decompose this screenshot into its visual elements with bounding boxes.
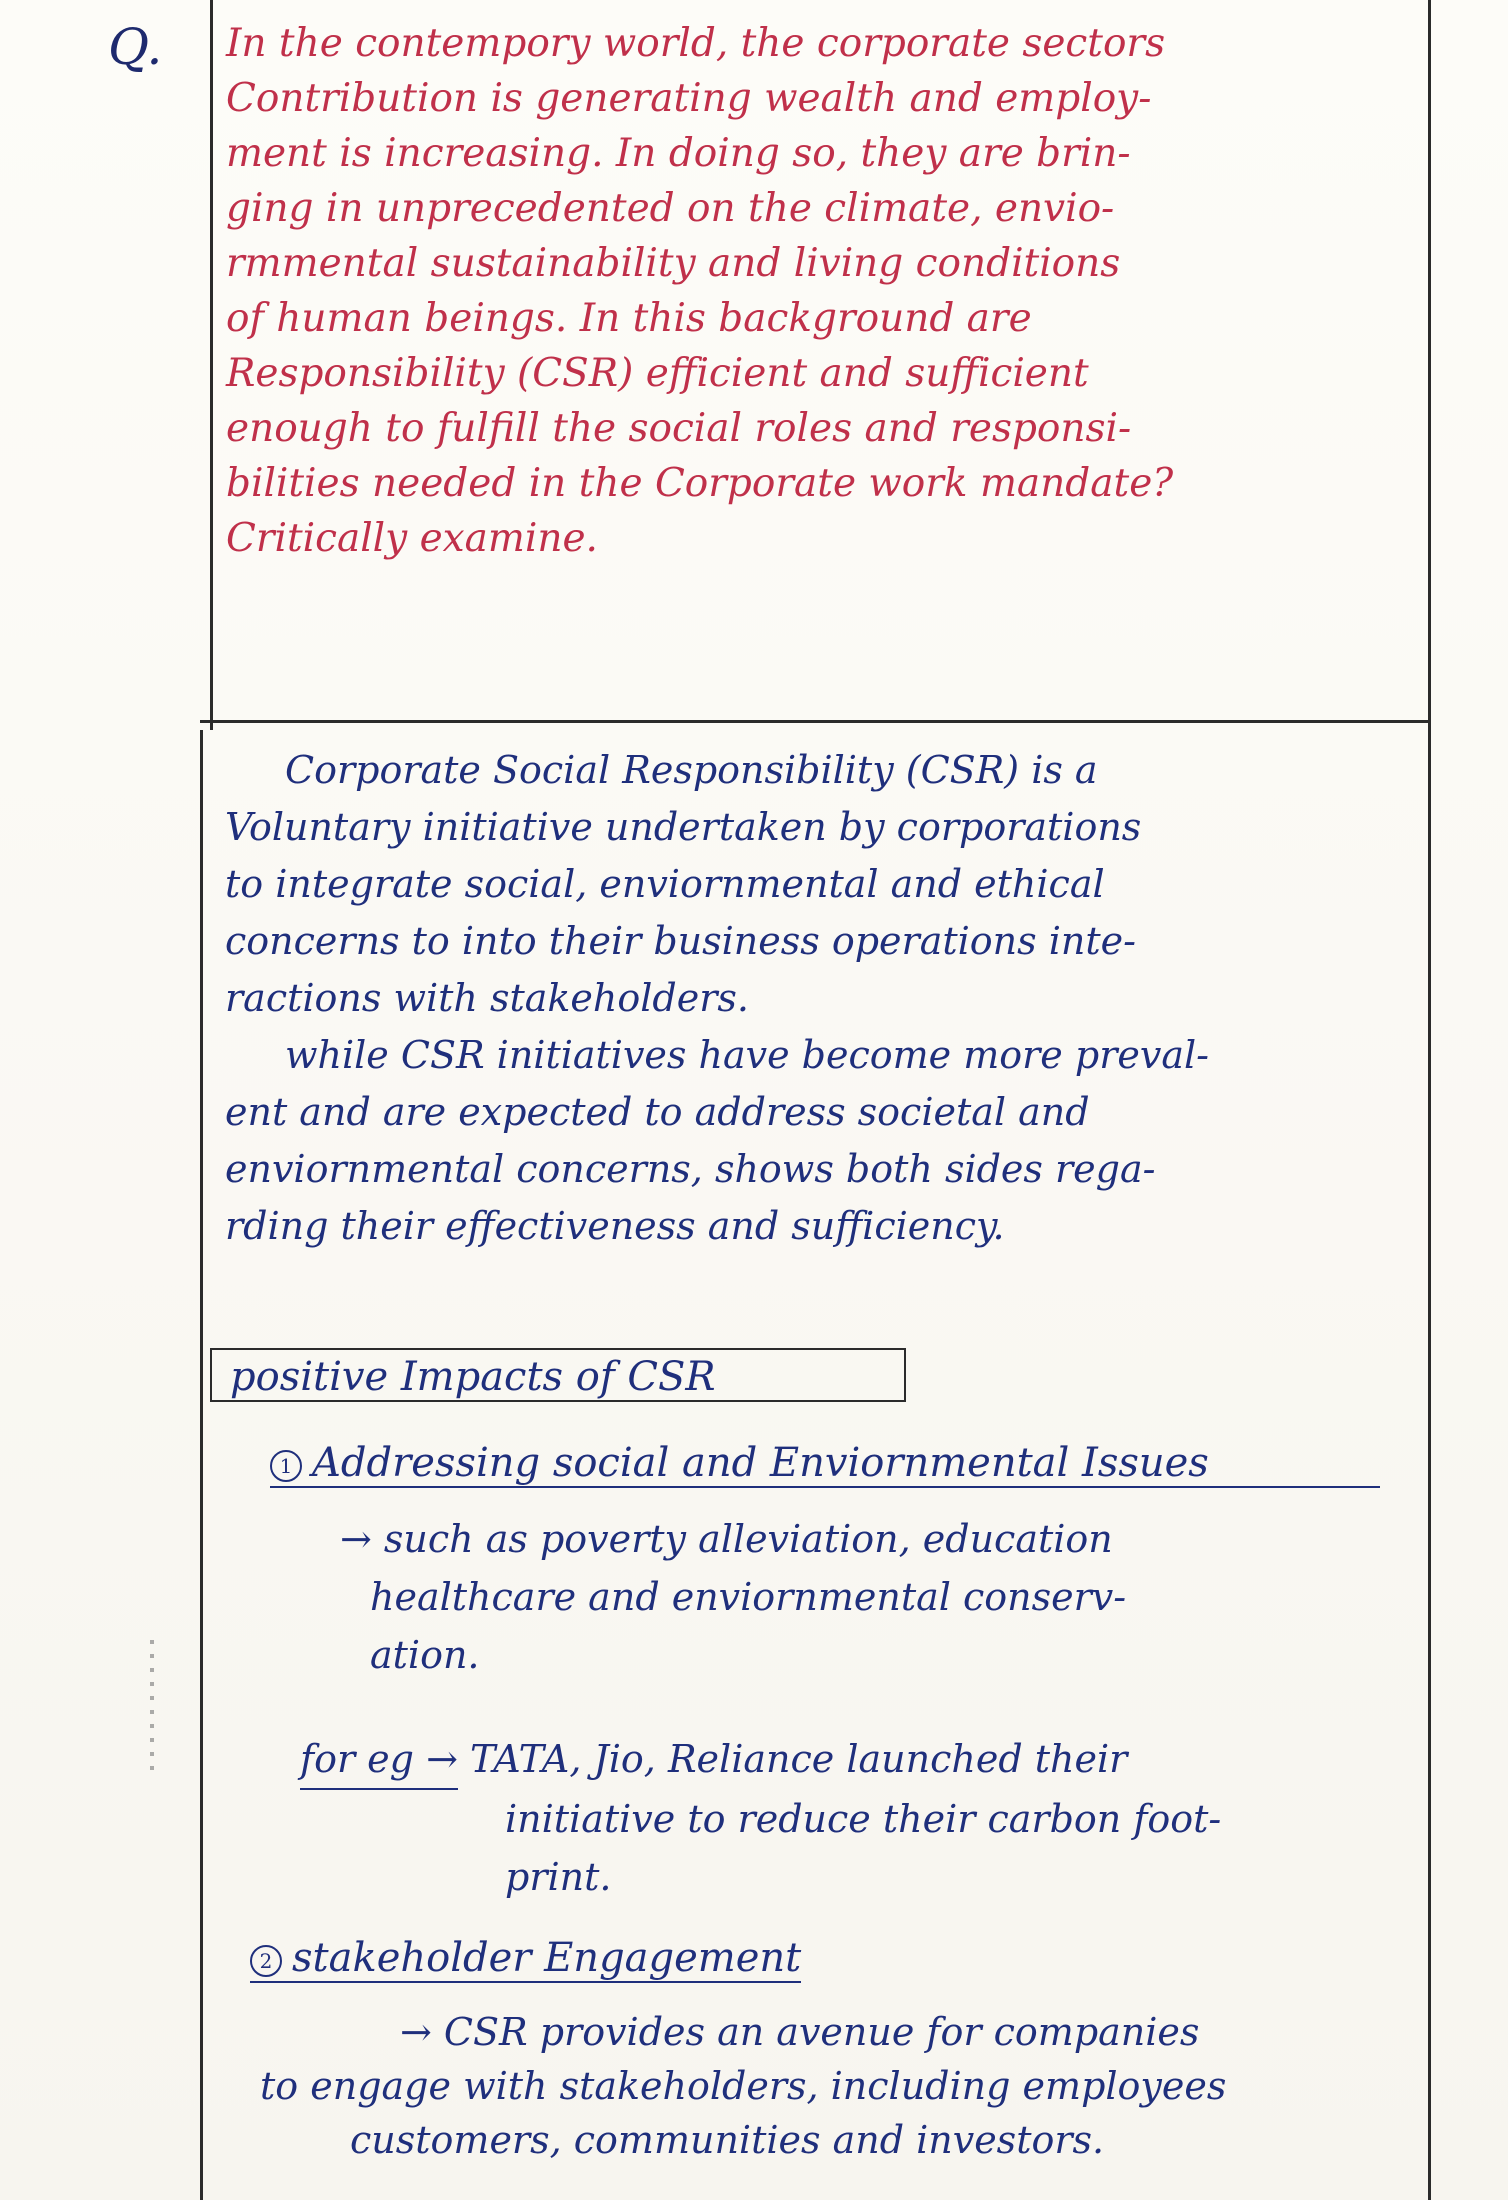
section-heading-box: positive Impacts of CSR (210, 1348, 906, 1402)
item2-title (250, 1935, 801, 1983)
answer-line: ractions with stakeholders. (225, 976, 749, 1020)
item1-title-underlined (270, 1440, 1380, 1488)
item1-line: → such as poverty alleviation, education (340, 1517, 1113, 1561)
item1-number-badge: 1 (270, 1450, 302, 1482)
answer-line: ent and are expected to address societal and (225, 1090, 1090, 1134)
question-line: Contribution is generating wealth and employ- (226, 76, 1152, 121)
example-label: for eg → (300, 1730, 458, 1790)
question-line: ment is increasing. In doing so, they are brin- (226, 131, 1131, 176)
question-marker: Q. (108, 18, 163, 76)
example-line: initiative to reduce their carbon foot- (505, 1797, 1222, 1841)
question-line: Critically examine. (226, 516, 598, 561)
question-divider (200, 720, 1430, 723)
left-margin-rule (210, 0, 213, 730)
item1-line: ation. (370, 1633, 480, 1677)
answer-line: Corporate Social Responsibility (CSR) is a (285, 748, 1098, 792)
item2-title-text: stakeholder Engagement (292, 1935, 802, 1981)
question-line: enough to fulfill the social roles and responsi- (226, 406, 1132, 451)
answer-line: rding their effectiveness and sufficiency. (225, 1204, 1005, 1248)
example-block (300, 1730, 1221, 1906)
item1-body (340, 1510, 1126, 1684)
item2-line: → CSR provides an avenue for companies (400, 2010, 1200, 2054)
item1-line: healthcare and enviornmental conserv- (370, 1575, 1127, 1619)
question-line: rmmental sustainability and living conditions (226, 241, 1121, 286)
question-line: In the contempory world, the corporate sectors (226, 21, 1166, 66)
answer-line: enviornmental concerns, shows both sides rega- (225, 1147, 1156, 1191)
answer-line: to integrate social, enviornmental and ethical (225, 862, 1105, 906)
question-text (226, 16, 1421, 566)
question-line: of human beings. In this background are (226, 296, 1032, 341)
answer-line: while CSR initiatives have become more preval- (285, 1033, 1209, 1077)
item1-title (270, 1440, 1380, 1488)
item2-body (260, 2005, 1226, 2167)
page-edge-marks (150, 1640, 154, 1780)
question-line: Responsibility (CSR) efficient and sufficient (226, 351, 1089, 396)
item2-line: to engage with stakeholders, including employees (260, 2064, 1227, 2108)
question-line: bilities needed in the Corporate work mandate? (226, 461, 1174, 506)
question-line: ging in unprecedented on the climate, envio- (226, 186, 1115, 231)
left-margin-rule-lower (200, 730, 203, 2200)
item2-line: customers, communities and investors. (350, 2118, 1105, 2162)
right-margin-rule (1428, 0, 1431, 2200)
answer-line: concerns to into their business operations inte- (225, 919, 1136, 963)
item1-title-text: Addressing social and Enviornmental Issues (312, 1440, 1209, 1486)
answer-line: Voluntary initiative undertaken by corporations (225, 805, 1142, 849)
answer-intro (225, 742, 1420, 1255)
example-line: TATA, Jio, Reliance launched their (470, 1737, 1128, 1781)
example-line: print. (505, 1855, 612, 1899)
item2-number-badge: 2 (250, 1945, 282, 1977)
item2-title-underlined (250, 1935, 801, 1983)
